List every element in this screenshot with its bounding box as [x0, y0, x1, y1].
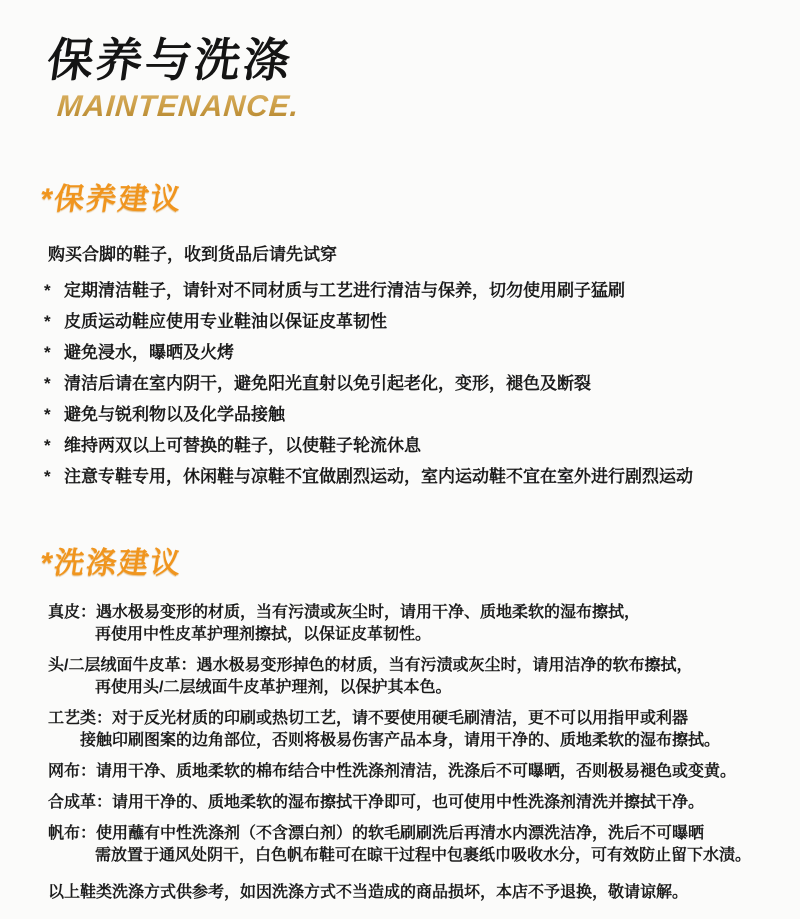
- washing-item-line2: 需放置于通风处阴干，白色帆布鞋可在晾干过程中包裹纸巾吸收水分，可有效防止留下水渍。: [95, 847, 752, 864]
- washing-item-canvas: [48, 823, 780, 867]
- maintenance-item-text: 定期清洁鞋子，请针对不同材质与工艺进行清洁与保养，切勿使用刷子猛刷: [64, 281, 625, 300]
- asterisk-bullet: *: [44, 281, 51, 300]
- washing-item-line2: 再使用中性皮革护理剂擦拭，以保证皮革韧性。: [95, 626, 432, 643]
- maintenance-item: [44, 404, 780, 426]
- washing-item-label: 头/二层绒面牛皮革：: [48, 657, 197, 674]
- maintenance-heading: *保养建议: [38, 183, 185, 216]
- washing-item-line2: 再使用头/二层绒面牛皮革护理剂，以保护其本色。: [95, 679, 452, 696]
- maintenance-item: [44, 466, 780, 488]
- washing-item-label: 合成革：: [48, 794, 113, 811]
- washing-item-suede: [48, 655, 780, 699]
- washing-item-leather: [48, 602, 780, 646]
- asterisk-bullet: *: [44, 405, 51, 424]
- washing-item-synthetic: [48, 792, 780, 814]
- maintenance-item-text: 皮质运动鞋应使用专业鞋油以保证皮革韧性: [64, 312, 387, 331]
- maintenance-item-text: 注意专鞋专用，休闲鞋与凉鞋不宜做剧烈运动，室内运动鞋不宜在室外进行剧烈运动: [64, 467, 693, 486]
- washing-item-mesh: [48, 761, 780, 783]
- maintenance-intro: 购买合脚的鞋子，收到货品后请先试穿: [48, 245, 337, 264]
- disclaimer-note: 以上鞋类洗涤方式供参考，如因洗涤方式不当造成的商品损坏，本店不予退换，敬请谅解。: [48, 884, 689, 901]
- maintenance-item-text: 避免与锐利物以及化学品接触: [64, 405, 285, 424]
- page-title: 保养与洗涤: [44, 34, 297, 86]
- asterisk-bullet: *: [44, 467, 51, 486]
- page-header: [44, 34, 780, 124]
- washing-item-label: 真皮：: [48, 604, 97, 621]
- washing-item-label: 工艺类：: [48, 710, 113, 727]
- maintenance-item-text: 清洁后请在室内阴干，避免阳光直射以免引起老化，变形，褪色及断裂: [64, 374, 591, 393]
- asterisk-bullet: *: [44, 436, 51, 455]
- asterisk-bullet: *: [44, 343, 51, 362]
- washing-item-line1: 遇水极易变形掉色的材质，当有污渍或灰尘时，请用洁净的软布擦拭，: [196, 657, 693, 674]
- maintenance-item-text: 维持两双以上可替换的鞋子，以使鞋子轮流休息: [64, 436, 421, 455]
- washing-item-line2: 接触印刷图案的边角部位，否则将极易伤害产品本身，请用干净的、质地柔软的湿布擦拭。: [80, 732, 721, 749]
- washing-item-line1: 请用干净、质地柔软的棉布结合中性洗涤剂清洁，洗涤后不可曝晒，否则极易褪色或变黄。: [96, 763, 737, 780]
- maintenance-item-text: 避免浸水，曝晒及火烤: [64, 343, 234, 362]
- maintenance-list: [44, 280, 780, 488]
- washing-heading: *洗涤建议: [38, 547, 185, 580]
- maintenance-item: [44, 342, 780, 364]
- washing-item-label: 网布：: [48, 763, 97, 780]
- washing-list: [48, 602, 780, 867]
- asterisk-bullet: *: [44, 374, 51, 393]
- maintenance-item: [44, 280, 780, 302]
- maintenance-item: [44, 435, 780, 457]
- washing-item-line1: 对于反光材质的印刷或热切工艺，请不要使用硬毛刷清洁，更不可以用指甲或利器: [112, 710, 689, 727]
- washing-section: [38, 546, 780, 904]
- maintenance-item: [44, 311, 780, 333]
- washing-item-line1: 请用干净的、质地柔软的湿布擦拭干净即可，也可使用中性洗涤剂清洗并擦拭干净。: [112, 794, 705, 811]
- washing-item-line1: 遇水极易变形的材质，当有污渍或灰尘时，请用干净、质地柔软的湿布擦拭，: [96, 604, 641, 621]
- washing-item-print: [48, 708, 780, 752]
- washing-item-line1: 使用蘸有中性洗涤剂（不含漂白剂）的软毛刷刷洗后再清水内漂洗洁净，洗后不可曝晒: [96, 825, 705, 842]
- maintenance-item: [44, 373, 780, 395]
- washing-item-label: 帆布：: [48, 825, 97, 842]
- asterisk-bullet: *: [44, 312, 51, 331]
- maintenance-section: [38, 182, 780, 488]
- page-subtitle: MAINTENANCE.: [56, 90, 301, 123]
